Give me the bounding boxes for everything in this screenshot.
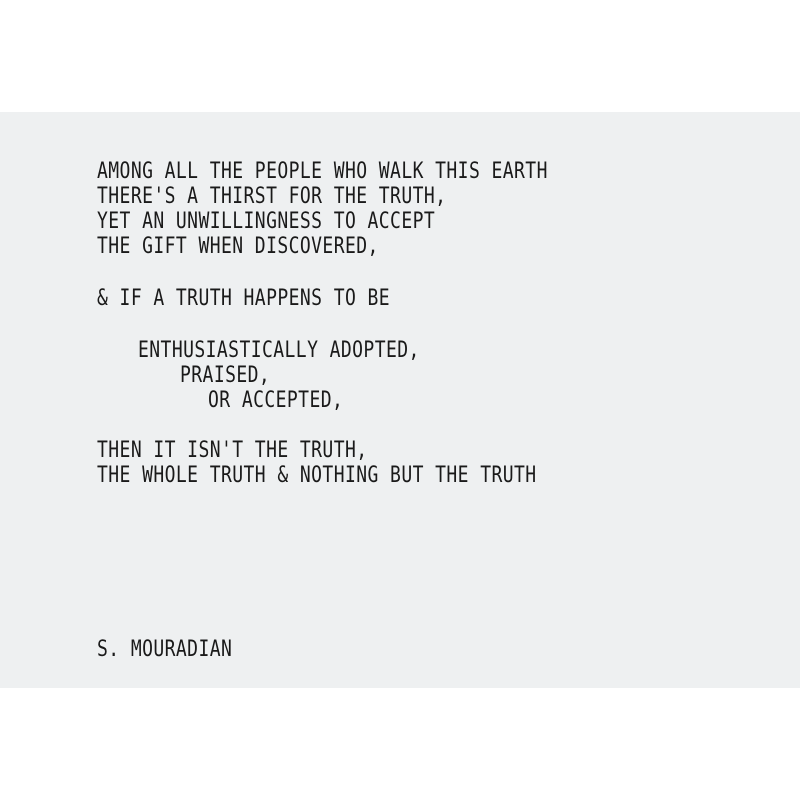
poem-line: THERE'S A THIRST FOR THE TRUTH,	[97, 184, 447, 209]
poem-line: ENTHUSIASTICALLY ADOPTED,	[138, 338, 420, 363]
poem-line: AMONG ALL THE PEOPLE WHO WALK THIS EARTH	[97, 159, 548, 184]
poem-line: YET AN UNWILLINGNESS TO ACCEPT	[97, 209, 436, 234]
poem-line: THE WHOLE TRUTH & NOTHING BUT THE TRUTH	[97, 463, 537, 488]
poem-line: & IF A TRUTH HAPPENS TO BE	[97, 286, 391, 311]
poem-line: THE GIFT WHEN DISCOVERED,	[97, 234, 379, 259]
poem-card	[0, 112, 800, 688]
poem-line: THEN IT ISN'T THE TRUTH,	[97, 438, 368, 463]
poem-line: PRAISED,	[180, 363, 271, 388]
poem-line: OR ACCEPTED,	[208, 388, 344, 413]
author-signature: S. MOURADIAN	[97, 637, 233, 662]
